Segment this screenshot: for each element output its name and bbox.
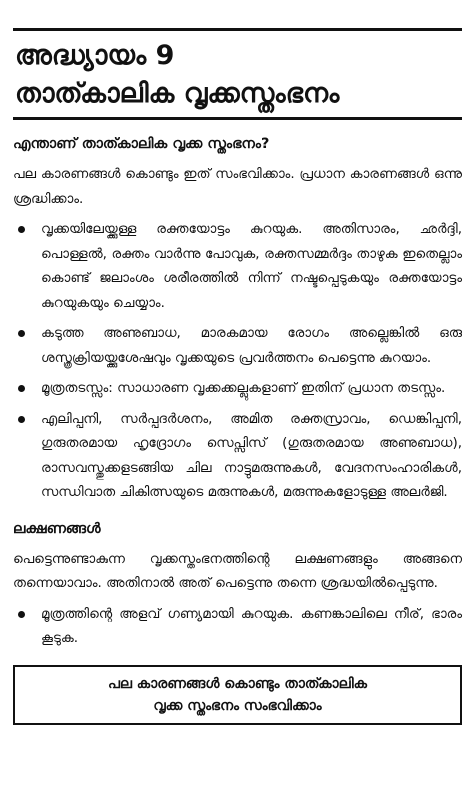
list-item (13, 376, 462, 401)
list-item (13, 602, 462, 651)
bullet-icon (18, 226, 25, 233)
list-item-text: കടുത്ത അണുബാധ, മാരകമായ രോഗം അല്ലെങ്കിൽ ഒരു ശസ്ത്രക്രിയയ്ക്കുശേഷവും വൃക്കയുടെ പ്രവർത്തനം പെട്ടെന്നു കുറയാം. (41, 325, 462, 366)
list-item-text: വൃക്കയിലേയ്ക്കുള്ള രക്തയോട്ടം കുറയുക. അതിസാരം, ഛർദ്ദി, പൊള്ളൽ, രക്തം വാർന്നു പോവുക, രക്തസമ്മർദ്ദം താഴുക ഇതെല്ലാം കൊണ്ട് ജലാംശം ശരീരത്തിൽ നിന്ന് നഷ്ടപ്പെടുകയും രക്തയോട്ടം കുറയുകയും ചെയ്യാം. (41, 221, 462, 311)
bullet-icon (18, 416, 25, 423)
document-page (0, 28, 475, 788)
bullet-icon (18, 330, 25, 337)
callout-box (13, 665, 462, 725)
list-item (13, 321, 462, 370)
symptoms-list (13, 602, 462, 651)
chapter-number: അദ്ധ്യായം 9 (15, 40, 175, 71)
section-heading-causes: എന്താണ് താത്കാലിക വൃക്ക സ്തംഭനം? (13, 136, 270, 152)
causes-list (13, 217, 462, 505)
callout-line-1: പല കാരണങ്ങൾ കൊണ്ടും താത്കാലിക (107, 675, 368, 692)
chapter-title: താത്കാലിക വൃക്കസ്തംഭനം (15, 78, 340, 109)
list-item (13, 407, 462, 505)
bullet-icon (18, 611, 25, 618)
symptoms-intro-paragraph: പെട്ടെന്നുണ്ടാകുന്ന വൃക്കസ്തംഭനത്തിന്റെ ലക്ഷണങ്ങളും അങ്ങനെ തന്നെയാവാം. അതിനാൽ അത് പെട്ടെന്നു തന്നെ ശ്രദ്ധയിൽപ്പെടുന്നു. (13, 550, 462, 591)
bullet-icon (18, 385, 25, 392)
callout-line-2: വൃക്ക സ്തംഭനം സംഭവിക്കാം (153, 697, 322, 714)
causes-intro-paragraph: പല കാരണങ്ങൾ കൊണ്ടും ഇത് സംഭവിക്കാം. പ്രധാന കാരണങ്ങൾ ഒന്നു ശ്രദ്ധിക്കാം. (13, 166, 462, 207)
list-item (13, 217, 462, 315)
list-item-text: മൂത്രത്തിന്റെ അളവ് ഗണ്യമായി കുറയുക. കണങ്കാലിലെ നീര്, ഭാരം കൂടുക. (41, 605, 462, 646)
section-heading-symptoms: ലക്ഷണങ്ങൾ (13, 520, 101, 537)
list-item-text: എലിപ്പനി, സർപ്പദർശനം, അമിത രക്തസ്രാവം, ഡെങ്കിപ്പനി, ഗുരുതരമായ ഹൃദ്രോഗം സെപ്സിസ് (ഗുരുതരമായ അണുബാധ), രാസവസ്തുക്കളടങ്ങിയ ചില നാട്ടുമരുന്നുകൾ, വേദനസംഹാരികൾ, സന്ധിവാത ചികിത്സയുടെ മരുന്നുകൾ, മരുന്നുകളോടുള്ള അലർജി. (41, 410, 462, 500)
list-item-text: മൂത്രതടസ്സം: സാധാരണ വൃക്കക്കല്ലുകളാണ് ഇതിന് പ്രധാന തടസ്സം. (41, 380, 446, 396)
chapter-header (13, 28, 462, 120)
